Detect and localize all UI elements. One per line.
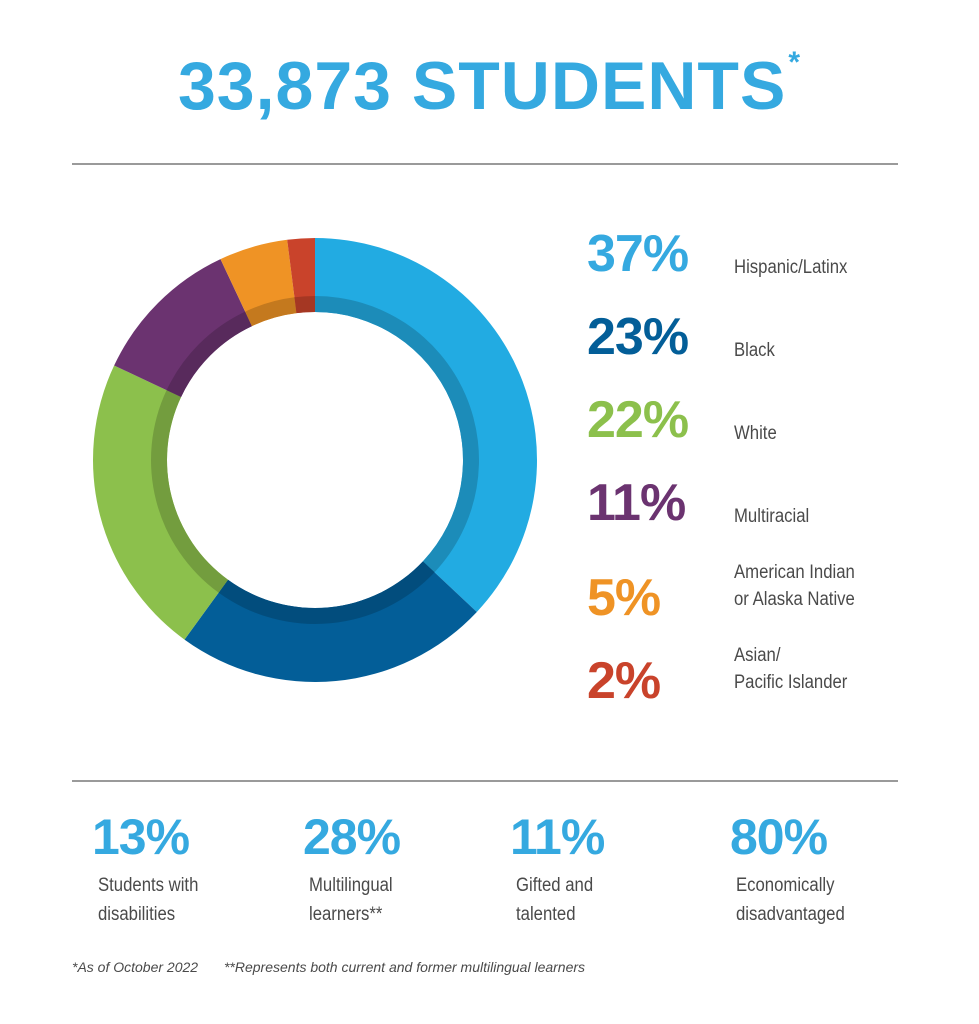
legend-label: White bbox=[734, 423, 777, 444]
legend-percent: 11% bbox=[587, 474, 686, 532]
stat-label: Economically disadvantaged bbox=[736, 875, 845, 925]
legend-row-american-indian bbox=[587, 560, 967, 643]
legend-percent: 37% bbox=[587, 225, 689, 283]
legend-label: American Indian or Alaska Native bbox=[734, 562, 855, 610]
stat-gifted bbox=[510, 809, 605, 929]
stat-economically-disadvantaged bbox=[730, 809, 860, 929]
headline bbox=[0, 46, 979, 124]
stat-label: Multilingual learners** bbox=[309, 875, 393, 925]
headline-footnote-mark: * bbox=[788, 46, 802, 79]
legend-label: Asian/ Pacific Islander bbox=[734, 645, 848, 693]
legend-row-hispanic bbox=[587, 225, 967, 311]
stat-value: 28% bbox=[303, 809, 401, 865]
legend-label: Black bbox=[734, 340, 775, 361]
donut-slice-shadow bbox=[294, 296, 315, 313]
donut-chart bbox=[70, 215, 560, 705]
legend-percent: 22% bbox=[587, 391, 689, 449]
headline-text: 33,873 STUDENTS bbox=[177, 48, 787, 124]
legend-percent: 23% bbox=[587, 308, 689, 366]
stat-label: Gifted and talented bbox=[516, 875, 594, 925]
stat-label: Students with disabilities bbox=[98, 875, 199, 925]
stat-disabilities bbox=[92, 809, 212, 929]
footnote-date: *As of October 2022 bbox=[72, 959, 199, 975]
legend-percent: 5% bbox=[587, 569, 661, 627]
stat-multilingual bbox=[303, 809, 404, 929]
legend-row-asian bbox=[587, 643, 967, 726]
chart-legend bbox=[587, 225, 967, 726]
stat-value: 13% bbox=[92, 809, 190, 865]
legend-percent: 2% bbox=[587, 652, 661, 710]
footnote-multilingual: **Represents both current and former multilingual learners bbox=[223, 959, 586, 975]
legend-row-black bbox=[587, 308, 967, 394]
legend-row-multiracial bbox=[587, 474, 967, 560]
donut-slice-hispanic-latinx bbox=[315, 238, 537, 612]
legend-label: Hispanic/Latinx bbox=[734, 257, 848, 278]
top-divider bbox=[72, 163, 898, 165]
stat-value: 80% bbox=[730, 809, 828, 865]
legend-row-white bbox=[587, 391, 967, 477]
footnotes bbox=[72, 959, 607, 975]
stat-value: 11% bbox=[510, 809, 605, 865]
legend-label: Multiracial bbox=[734, 506, 810, 527]
bottom-divider bbox=[72, 780, 898, 782]
